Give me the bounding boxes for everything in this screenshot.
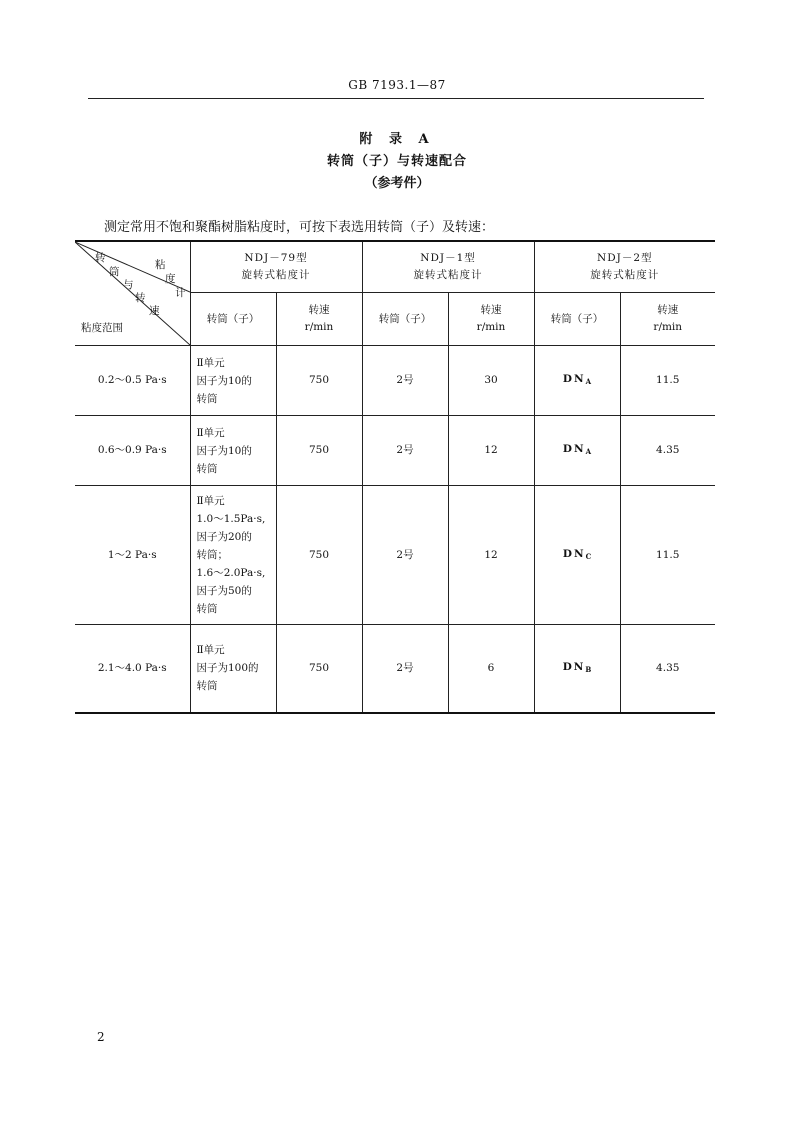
ndj2-speed: 4.35: [620, 416, 715, 486]
group-ndj1: [362, 241, 534, 293]
corner-label-zhuan: 转: [95, 252, 106, 264]
ndj1-spindle: 2号: [362, 346, 448, 416]
ndj1-speed: 12: [448, 486, 534, 625]
group-ndj2-model: NDJ－2型: [597, 252, 653, 265]
spindle-line: 1.0～1.5Pa·s,: [196, 513, 266, 525]
spindle-line: 转筒: [196, 680, 218, 693]
ndj2-spindle: [534, 346, 620, 416]
spindle-line: Ⅱ单元: [196, 356, 225, 369]
corner-label-zhan: 粘: [155, 259, 166, 271]
ndj79-speed: 750: [276, 625, 362, 713]
header-speed-label: 转速: [480, 304, 502, 317]
spindle-line: 转筒: [196, 392, 218, 405]
spindle-code: DN: [562, 373, 586, 385]
viscosity-range: 0.6～0.9 Pa·s: [75, 416, 190, 486]
spindle-line: 转筒；: [196, 549, 228, 561]
header-speed-unit: r/min: [304, 321, 334, 334]
table-row: [75, 486, 715, 625]
table-row: [75, 346, 715, 416]
spindle-line: Ⅱ单元: [196, 644, 225, 657]
spindle-line: 因子为10的: [196, 374, 252, 387]
ndj1-spindle: 2号: [362, 625, 448, 713]
header-ndj2-speed: [620, 293, 715, 346]
ndj2-spindle: [534, 625, 620, 713]
spindle-code-sub: A: [585, 377, 592, 386]
ndj79-speed: 750: [276, 486, 362, 625]
header-ndj1-speed: [448, 293, 534, 346]
appendix-note: （参考件）: [364, 176, 430, 191]
viscosity-range: 2.1～4.0 Pa·s: [75, 625, 190, 713]
header-speed-unit: r/min: [476, 321, 506, 334]
ndj2-speed: 4.35: [620, 625, 715, 713]
group-ndj79-desc: 旋转式粘度计: [241, 269, 311, 282]
spindle-line: 1.6～2.0Pa·s,: [196, 567, 266, 579]
corner-label-yu: 与: [123, 279, 134, 291]
spindle-code-sub: A: [585, 447, 592, 456]
spindle-line: 转筒: [196, 603, 218, 615]
spindle-line: 因子为100的: [196, 662, 259, 675]
spindle-code: DN: [562, 443, 586, 455]
spindle-line: Ⅱ单元: [196, 426, 225, 439]
header-ndj79-spindle: 转筒（子）: [190, 293, 276, 346]
header-ndj2-spindle: 转筒（子）: [534, 293, 620, 346]
spindle-line: 转筒: [196, 462, 218, 475]
header-ndj79-speed: [276, 293, 362, 346]
header-speed-unit: r/min: [653, 321, 683, 334]
spindle-line: 因子为20的: [196, 531, 252, 543]
appendix-title: 附 录 A: [359, 132, 435, 147]
corner-row-label: 粘度范围: [81, 322, 123, 334]
ndj79-spindle: [190, 416, 276, 486]
ndj1-speed: 12: [448, 416, 534, 486]
spindle-line: 因子为10的: [196, 444, 252, 457]
header-speed-label: 转速: [308, 304, 330, 317]
spindle-speed-table: [75, 240, 715, 714]
ndj2-spindle: [534, 486, 620, 625]
ndj79-spindle: [190, 625, 276, 713]
table-row: [75, 416, 715, 486]
viscosity-range: 1～2 Pa·s: [75, 486, 190, 625]
ndj79-spindle: [190, 486, 276, 625]
corner-label-su: 速: [149, 305, 160, 317]
corner-label-ji: 计: [175, 287, 186, 299]
group-ndj1-model: NDJ－1型: [420, 252, 476, 265]
page-number: 2: [97, 1030, 105, 1044]
ndj79-speed: 750: [276, 416, 362, 486]
ndj2-speed: 11.5: [620, 486, 715, 625]
group-ndj79: [190, 241, 362, 293]
corner-label-tong: 筒: [109, 266, 120, 278]
spindle-code: DN: [562, 547, 586, 560]
table-row: [75, 625, 715, 713]
ndj79-speed: 750: [276, 346, 362, 416]
group-ndj79-model: NDJ－79型: [244, 252, 308, 265]
spindle-line: 因子为50的: [196, 585, 252, 597]
ndj2-spindle: [534, 416, 620, 486]
group-ndj1-desc: 旋转式粘度计: [413, 269, 483, 282]
spindle-code-sub: C: [585, 551, 592, 561]
spindle-code: DN: [562, 660, 586, 673]
corner-label-du: 度: [165, 273, 176, 285]
ndj1-spindle: 2号: [362, 416, 448, 486]
corner-label-zhuan2: 转: [135, 292, 146, 304]
group-ndj2-desc: 旋转式粘度计: [590, 269, 660, 282]
ndj2-speed: 11.5: [620, 346, 715, 416]
ndj1-spindle: 2号: [362, 486, 448, 625]
standard-code: GB 7193.1—87: [348, 78, 446, 92]
header-rule: [88, 98, 704, 99]
intro-text: 测定常用不饱和聚酯树脂粘度时，可按下表选用转筒（子）及转速：: [104, 220, 495, 235]
table-corner-cell: [75, 241, 190, 346]
ndj1-speed: 30: [448, 346, 534, 416]
header-speed-label: 转速: [657, 304, 679, 317]
table-header-row-1: [75, 241, 715, 293]
header-ndj1-spindle: 转筒（子）: [362, 293, 448, 346]
ndj1-speed: 6: [448, 625, 534, 713]
appendix-subtitle: 转筒（子）与转速配合: [326, 154, 467, 169]
group-ndj2: [534, 241, 715, 293]
spindle-code-sub: B: [585, 664, 592, 674]
ndj79-spindle: [190, 346, 276, 416]
viscosity-range: 0.2～0.5 Pa·s: [75, 346, 190, 416]
corner-diagonal: [75, 242, 190, 345]
spindle-line: Ⅱ单元: [196, 495, 225, 507]
